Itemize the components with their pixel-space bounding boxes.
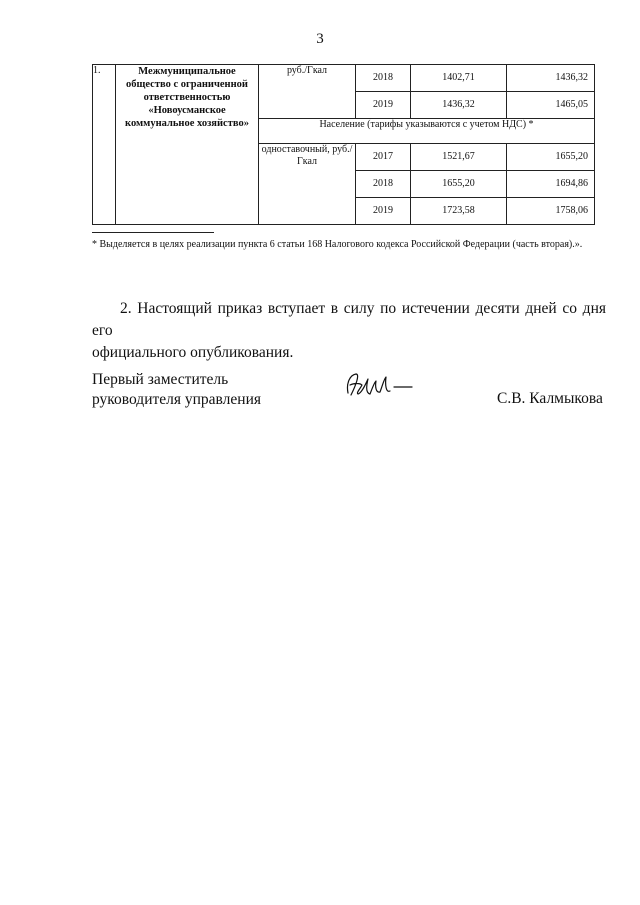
- value-cell: 1402,71: [411, 65, 507, 92]
- value-cell: 1436,32: [411, 92, 507, 119]
- table-row: [93, 65, 595, 92]
- signatory-name: С.В. Калмыкова: [497, 390, 603, 407]
- signatory-title-line: Первый заместитель: [92, 371, 229, 388]
- value-cell: 1758,06: [507, 198, 595, 225]
- value-cell: 1465,05: [507, 92, 595, 119]
- signatory-title: [92, 370, 261, 410]
- year-cell: 2019: [356, 198, 411, 225]
- value-cell: 1655,20: [507, 144, 595, 171]
- value-cell: 1723,58: [411, 198, 507, 225]
- row-number-cell: 1.: [93, 65, 116, 225]
- year-cell: 2019: [356, 92, 411, 119]
- value-cell: 1521,67: [411, 144, 507, 171]
- value-cell: 1694,86: [507, 171, 595, 198]
- year-cell: 2018: [356, 65, 411, 92]
- footnote: * Выделяется в целях реализации пункта 6 статьи 168 Налогового кодекса Российской Федерации (часть вторая).».: [92, 239, 583, 250]
- unit-cell: руб./Гкал: [259, 65, 356, 119]
- tariff-table: [92, 64, 595, 225]
- year-cell: 2017: [356, 144, 411, 171]
- footnote-divider: [92, 232, 214, 233]
- unit-cell: одноставочный, руб./Гкал: [259, 144, 356, 225]
- paragraph-line: 2. Настоящий приказ вступает в силу по истечении десяти дней со дня его: [92, 300, 606, 339]
- value-cell: 1436,32: [507, 65, 595, 92]
- paragraph-line: официального опубликования.: [92, 344, 294, 361]
- population-header-cell: Население (тарифы указываются с учетом НДС) *: [259, 119, 595, 144]
- page-number: 3: [316, 31, 324, 47]
- signatory-title-line: руководителя управления: [92, 391, 262, 408]
- value-cell: 1655,20: [411, 171, 507, 198]
- organization-name-cell: Межмуниципальное общество с ограниченной ответственностью «Новоусманское коммунальное хозяйство»: [116, 65, 259, 225]
- order-paragraph: [92, 298, 606, 364]
- handwritten-signature: [342, 371, 414, 401]
- year-cell: 2018: [356, 171, 411, 198]
